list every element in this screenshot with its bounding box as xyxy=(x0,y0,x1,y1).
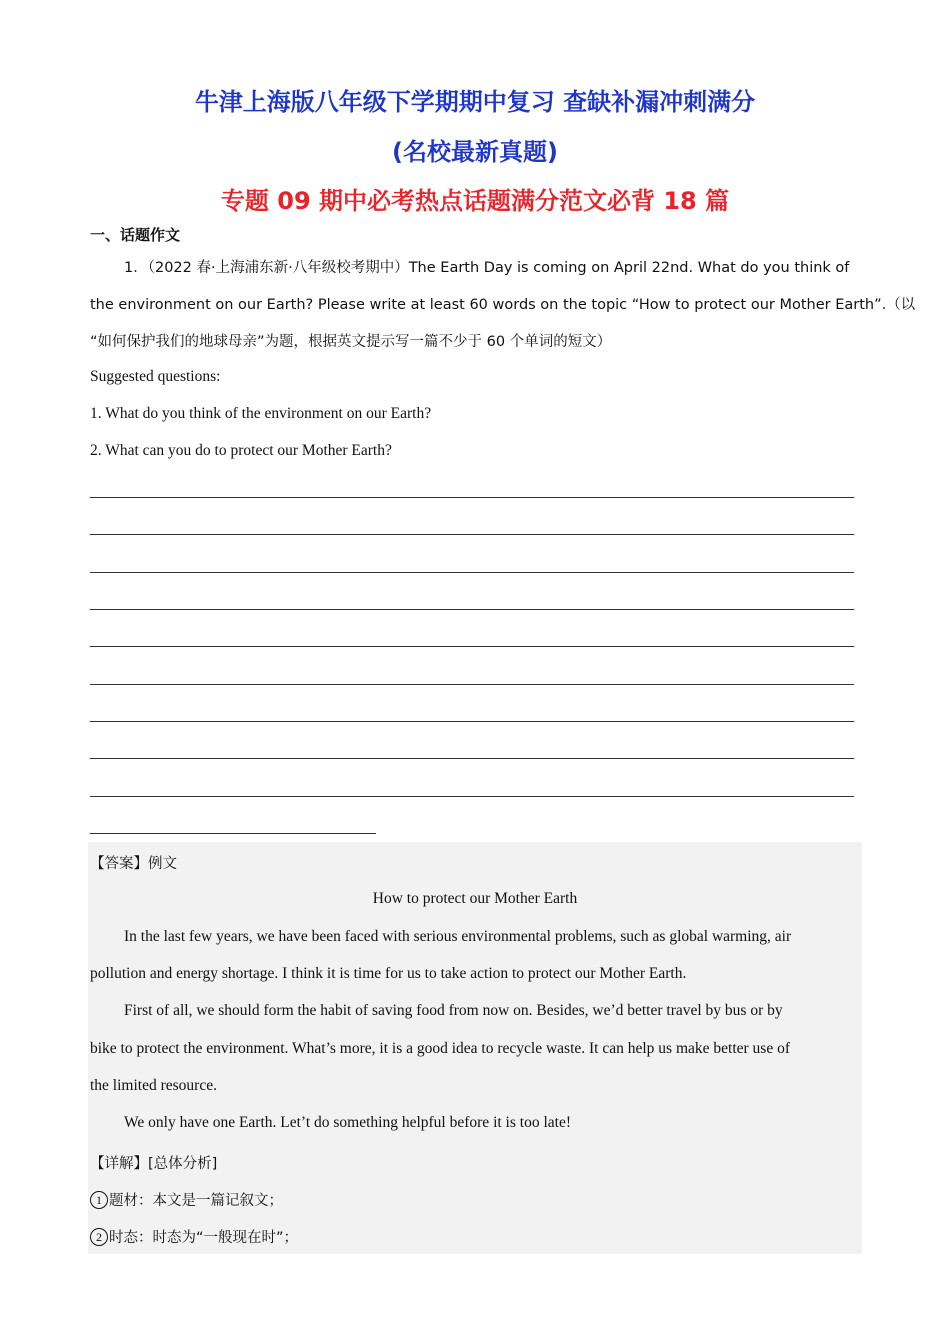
writing-line[interactable] xyxy=(90,646,854,647)
essay-title: How to protect our Mother Earth xyxy=(372,890,578,907)
suggested-questions-label: Suggested questions: xyxy=(90,368,221,385)
question-line-2: the environment on our Earth? Please write at least 60 words on the topic “How to protect our Mother Earth”.（以 xyxy=(90,297,916,313)
writing-line[interactable] xyxy=(90,609,854,610)
essay-paragraph-3: We only have one Earth. Let’t do something helpful before it is too late! xyxy=(124,1114,571,1131)
suggested-question-1: 1. What do you think of the environment on our Earth? xyxy=(90,405,432,422)
writing-line[interactable] xyxy=(90,721,854,722)
essay-paragraph-2-line-2: bike to protect the environment. What’s more, it is a good idea to recycle waste. It can help us make better use of xyxy=(90,1040,790,1057)
writing-line[interactable] xyxy=(90,796,854,797)
question-line-3: “如何保护我们的地球母亲”为题，根据英文提示写一篇不少于 60 个单词的短文） xyxy=(90,334,612,350)
circled-number: 2 xyxy=(90,1228,108,1246)
section-heading: 一、话题作文 xyxy=(90,226,181,244)
writing-line[interactable] xyxy=(90,534,854,535)
essay-paragraph-1-line-1: In the last few years, we have been faced with serious environmental problems, such as global warming, air xyxy=(124,928,792,945)
essay-paragraph-2-line-1: First of all, we should form the habit of saving food from now on. Besides, we’d better travel by bus or by xyxy=(124,1002,783,1019)
essay-paragraph-1-line-2: pollution and energy shortage. I think it is time for us to take action to protect our Mother Earth. xyxy=(90,965,687,982)
writing-line[interactable] xyxy=(90,684,854,685)
suggested-question-2: 2. What can you do to protect our Mother Earth? xyxy=(90,442,392,459)
essay-paragraph-2-line-3: the limited resource. xyxy=(90,1077,217,1094)
writing-line[interactable] xyxy=(90,497,854,498)
writing-line-end[interactable] xyxy=(90,833,376,834)
analysis-item-text: 时态：时态为“一般现在时”； xyxy=(109,1230,299,1246)
analysis-item-text: 题材：本文是一篇记叙文； xyxy=(109,1193,283,1209)
question-line-1: 1．（2022 春·上海浦东新·八年级校考期中）The Earth Day is coming on April 22nd. What do you think of xyxy=(124,260,850,276)
page-subtitle: (名校最新真题) xyxy=(392,138,558,166)
analysis-item-2 xyxy=(90,1226,298,1247)
answer-label: 【答案】例文 xyxy=(90,856,177,872)
page-title: 牛津上海版八年级下学期期中复习 查缺补漏冲刺满分 xyxy=(194,88,756,116)
writing-line[interactable] xyxy=(90,758,854,759)
analysis-item-1 xyxy=(90,1189,283,1210)
analysis-label: 【详解】[总体分析] xyxy=(90,1156,218,1172)
writing-line[interactable] xyxy=(90,572,854,573)
topic-title: 专题 09 期中必考热点话题满分范文必背 18 篇 xyxy=(220,187,730,215)
circled-number: 1 xyxy=(90,1191,108,1209)
